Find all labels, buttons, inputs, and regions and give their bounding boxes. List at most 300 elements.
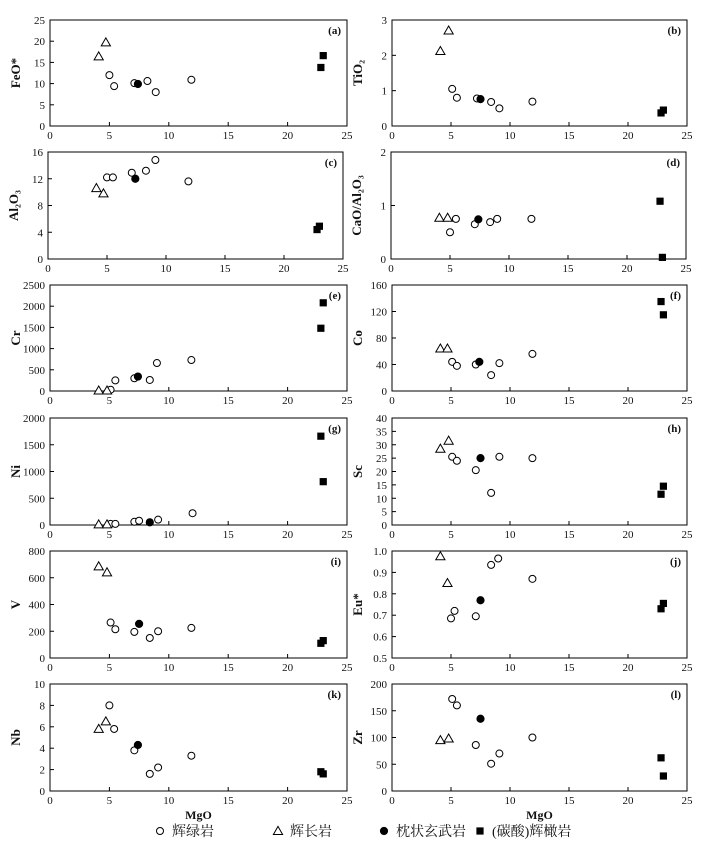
panel-b — [350, 15, 693, 142]
data-point — [472, 741, 479, 748]
x-tick-label: 20 — [622, 662, 634, 674]
y-tick-label: 10 — [34, 679, 45, 691]
x-tick-label: 25 — [341, 662, 353, 674]
data-point — [188, 76, 195, 83]
y-tick-label: 40 — [376, 359, 387, 372]
y-tick-label: 1000 — [23, 343, 45, 356]
data-point — [660, 600, 667, 607]
series-circle-open — [107, 619, 195, 641]
series-circle-open — [449, 85, 536, 111]
data-point — [660, 107, 667, 114]
x-tick-label: 10 — [163, 130, 175, 142]
series-triangle-open — [94, 38, 110, 60]
series-circle-filled — [476, 358, 483, 365]
series-circle-open — [449, 453, 536, 496]
data-point — [146, 634, 153, 641]
series-circle-open — [106, 702, 195, 777]
data-point — [657, 754, 664, 761]
x-tick-label: 5 — [448, 529, 454, 541]
x-axis-label: MgO — [526, 808, 553, 822]
data-point — [453, 702, 460, 709]
data-point — [453, 457, 460, 464]
data-point — [660, 483, 667, 490]
data-point — [443, 213, 452, 221]
panel-k — [8, 679, 353, 822]
data-point — [320, 770, 327, 777]
y-tick-label: 35 — [376, 426, 387, 439]
data-point — [477, 597, 484, 604]
x-tick-label: 5 — [448, 395, 454, 407]
panel-c — [6, 147, 349, 275]
y-tick-label: 0.8 — [373, 588, 387, 601]
x-tick-label: 25 — [681, 795, 693, 807]
data-point — [451, 607, 458, 614]
y-tick-label: 500 — [28, 493, 45, 506]
data-point — [496, 105, 503, 112]
data-point — [152, 89, 159, 96]
data-point — [488, 489, 495, 496]
data-point — [136, 517, 143, 524]
y-tick-label: 5 — [39, 99, 45, 112]
data-point — [488, 760, 495, 767]
x-tick-label: 15 — [563, 529, 575, 541]
series-circle-open — [449, 350, 536, 378]
y-axis-label: V — [8, 599, 23, 610]
panel-l — [350, 679, 693, 822]
data-point — [111, 83, 118, 90]
panel-j — [350, 546, 693, 674]
data-point — [92, 184, 101, 192]
series-circle-filled — [477, 715, 484, 722]
y-tick-label: 25 — [376, 453, 387, 466]
series-circle-filled — [477, 96, 484, 103]
x-tick-label: 20 — [282, 795, 294, 807]
data-point — [94, 562, 103, 570]
panel-label: (k) — [327, 689, 341, 701]
data-point — [146, 770, 153, 777]
y-tick-label: 400 — [28, 599, 45, 612]
y-tick-label: 4 — [37, 227, 43, 240]
y-tick-label: 1 — [381, 85, 387, 98]
x-tick-label: 20 — [282, 662, 294, 674]
data-point — [477, 455, 484, 462]
x-tick-label: 10 — [504, 130, 516, 142]
y-axis-label: Nb — [8, 729, 23, 746]
data-point — [134, 373, 141, 380]
x-tick-label: 15 — [222, 529, 234, 541]
y-tick-label: 8 — [39, 700, 45, 713]
y-tick-label: 0 — [380, 254, 386, 266]
data-point — [112, 626, 119, 633]
series-circle-filled — [475, 216, 482, 223]
data-point — [94, 386, 103, 394]
panel-label: (d) — [666, 157, 680, 169]
x-tick-label: 25 — [341, 130, 353, 142]
x-tick-label: 10 — [163, 529, 175, 541]
y-tick-label: 0 — [381, 386, 387, 398]
data-point — [660, 311, 667, 318]
x-tick-label: 10 — [504, 529, 516, 541]
x-tick-label: 10 — [503, 263, 515, 275]
series-square-filled — [657, 298, 667, 318]
y-tick-label: 25 — [34, 15, 45, 27]
y-tick-label: 0.9 — [373, 567, 387, 580]
series-square-filled — [317, 299, 327, 332]
y-tick-label: 0 — [381, 121, 387, 133]
data-point — [101, 38, 110, 46]
y-tick-label: 1500 — [23, 439, 45, 452]
y-axis-label: FeO* — [8, 57, 23, 89]
y-tick-label: 0 — [381, 786, 387, 798]
data-point — [316, 223, 323, 230]
x-tick-label: 25 — [680, 263, 692, 275]
series-circle-open — [106, 72, 195, 96]
x-tick-label: 15 — [562, 263, 574, 275]
plot-frame — [50, 551, 347, 658]
series-circle-open — [447, 215, 535, 235]
y-tick-label: 5 — [381, 506, 387, 519]
y-tick-label: 1.0 — [373, 546, 387, 558]
y-tick-label: 150 — [370, 705, 387, 718]
plot-frame — [392, 20, 687, 126]
data-point — [488, 372, 495, 379]
y-tick-label: 600 — [28, 572, 45, 585]
series-square-filled — [317, 768, 327, 777]
panel-i — [8, 546, 353, 674]
data-point — [529, 98, 536, 105]
x-tick-label: 15 — [222, 662, 234, 674]
series-square-filled — [657, 600, 667, 613]
y-tick-label: 0 — [39, 653, 45, 665]
data-point — [146, 376, 153, 383]
x-tick-label: 0 — [388, 263, 394, 275]
data-point — [528, 215, 535, 222]
plot-frame — [392, 684, 687, 791]
data-point — [317, 64, 324, 71]
data-point — [101, 717, 110, 725]
data-point — [529, 350, 536, 357]
data-point — [320, 52, 327, 59]
x-tick-label: 20 — [621, 263, 633, 275]
panel-f — [350, 280, 693, 407]
x-tick-label: 5 — [448, 795, 454, 807]
data-point — [94, 724, 103, 732]
data-point — [660, 772, 667, 779]
y-tick-label: 50 — [376, 759, 387, 772]
y-tick-label: 1000 — [23, 466, 45, 479]
y-axis-label: Co — [350, 330, 365, 346]
data-point — [107, 619, 114, 626]
y-tick-label: 800 — [28, 546, 45, 558]
data-point — [106, 702, 113, 709]
x-tick-label: 5 — [106, 529, 113, 541]
panel-label: (b) — [667, 25, 681, 37]
plot-frame — [392, 551, 687, 658]
series-triangle-open — [436, 436, 453, 452]
x-tick-label: 20 — [282, 395, 294, 407]
data-point — [477, 715, 484, 722]
y-tick-label: 3 — [381, 15, 387, 27]
x-tick-label: 0 — [47, 130, 53, 142]
legend-marker — [273, 826, 282, 834]
series-circle-filled — [134, 80, 141, 87]
y-tick-label: 12 — [32, 173, 43, 186]
x-tick-label: 0 — [47, 395, 53, 407]
y-tick-label: 1 — [380, 200, 386, 213]
y-tick-label: 2000 — [23, 413, 45, 425]
legend-marker — [380, 827, 387, 834]
legend-item — [157, 823, 215, 840]
legend-item — [476, 823, 571, 840]
data-point — [444, 734, 453, 742]
legend-label: 枕状玄武岩 — [396, 825, 466, 840]
data-point — [320, 637, 327, 644]
data-point — [155, 628, 162, 635]
series-square-filled — [317, 637, 327, 647]
series-circle-filled — [477, 455, 484, 462]
data-point — [188, 752, 195, 759]
series-square-filled — [317, 52, 327, 71]
series-circle-open — [449, 695, 536, 767]
y-tick-label: 10 — [34, 78, 45, 91]
data-point — [494, 215, 501, 222]
data-point — [449, 695, 456, 702]
y-tick-label: 2000 — [23, 301, 45, 314]
data-point — [453, 94, 460, 101]
data-point — [102, 568, 111, 576]
y-tick-label: 0.6 — [373, 631, 387, 644]
y-tick-label: 0 — [381, 520, 387, 532]
data-point — [436, 552, 445, 560]
y-tick-label: 0 — [39, 520, 45, 532]
x-tick-label: 10 — [163, 395, 175, 407]
series-circle-filled — [134, 373, 141, 380]
x-tick-label: 10 — [163, 662, 175, 674]
x-tick-label: 20 — [282, 529, 294, 541]
data-point — [136, 620, 143, 627]
data-point — [435, 213, 444, 221]
legend-marker — [157, 828, 164, 835]
data-point — [453, 362, 460, 369]
data-point — [112, 520, 119, 527]
y-axis-label: Al₂O₃ — [6, 190, 21, 221]
data-point — [495, 555, 502, 562]
y-tick-label: 120 — [370, 306, 387, 319]
data-point — [496, 453, 503, 460]
x-tick-label: 15 — [222, 395, 234, 407]
x-tick-label: 15 — [563, 395, 575, 407]
data-point — [94, 520, 103, 528]
series-triangle-open — [94, 717, 110, 733]
x-tick-label: 25 — [341, 529, 353, 541]
x-tick-label: 5 — [106, 130, 113, 142]
panel-a — [8, 15, 353, 142]
panel-label: (l) — [670, 689, 681, 701]
legend-label: (碳酸)辉橄岩 — [492, 825, 572, 840]
data-point — [452, 215, 459, 222]
x-tick-label: 20 — [282, 130, 294, 142]
data-point — [443, 579, 452, 587]
x-axis-label: MgO — [185, 808, 212, 822]
series-square-filled — [313, 223, 323, 234]
series-circle-filled — [136, 620, 143, 627]
data-point — [112, 377, 119, 384]
data-point — [487, 219, 494, 226]
data-point — [472, 467, 479, 474]
data-point — [132, 175, 139, 182]
data-point — [111, 725, 118, 732]
y-axis-label: Eu* — [350, 593, 365, 616]
legend-item — [273, 823, 332, 840]
x-tick-label: 15 — [219, 263, 231, 275]
legend-label: 辉绿岩 — [172, 825, 214, 840]
series-triangle-open — [436, 552, 452, 587]
legend-label: 辉长岩 — [290, 825, 332, 840]
y-tick-label: 2 — [39, 764, 45, 777]
x-tick-label: 0 — [389, 795, 395, 807]
plot-frame — [50, 20, 347, 126]
series-triangle-open — [436, 26, 453, 55]
x-tick-label: 0 — [389, 662, 395, 674]
y-tick-label: 100 — [370, 732, 387, 745]
x-tick-label: 0 — [45, 263, 51, 275]
x-tick-label: 0 — [389, 529, 395, 541]
legend-item — [380, 823, 466, 840]
data-point — [529, 455, 536, 462]
x-tick-label: 5 — [448, 662, 454, 674]
panel-label: (j) — [670, 556, 681, 568]
data-point — [189, 510, 196, 517]
x-tick-label: 25 — [681, 662, 693, 674]
plot-frame — [392, 285, 687, 391]
series-triangle-open — [436, 344, 452, 352]
y-axis-label: CaO/Al₂O₃ — [349, 175, 364, 236]
data-point — [444, 26, 453, 34]
x-tick-label: 15 — [563, 130, 575, 142]
y-tick-label: 2 — [380, 147, 386, 159]
x-tick-label: 25 — [681, 130, 693, 142]
plot-frame — [50, 285, 347, 391]
series-square-filled — [657, 483, 667, 498]
y-tick-label: 0 — [39, 386, 45, 398]
y-tick-label: 30 — [376, 439, 387, 452]
y-tick-label: 500 — [28, 364, 45, 377]
data-point — [155, 764, 162, 771]
data-point — [317, 433, 324, 440]
series-circle-filled — [146, 519, 153, 526]
series-triangle-open — [436, 734, 453, 744]
series-square-filled — [317, 433, 327, 486]
y-tick-label: 4 — [39, 743, 45, 756]
y-tick-label: 200 — [370, 679, 387, 691]
data-point — [185, 178, 192, 185]
plot-frame — [392, 418, 687, 525]
y-tick-label: 20 — [376, 466, 387, 479]
x-tick-label: 5 — [447, 263, 453, 275]
series-circle-filled — [132, 175, 139, 182]
x-tick-label: 20 — [622, 130, 634, 142]
y-tick-label: 6 — [39, 721, 45, 734]
panel-label: (c) — [324, 157, 337, 169]
x-tick-label: 25 — [337, 263, 349, 275]
y-tick-label: 15 — [376, 479, 387, 492]
data-point — [657, 491, 664, 498]
x-tick-label: 10 — [504, 795, 516, 807]
y-tick-label: 0 — [39, 786, 45, 798]
data-point — [656, 198, 663, 205]
data-point — [472, 613, 479, 620]
x-tick-label: 0 — [47, 662, 53, 674]
x-tick-label: 15 — [222, 130, 234, 142]
data-point — [144, 78, 151, 85]
y-tick-label: 2 — [381, 50, 387, 63]
data-point — [529, 734, 536, 741]
x-tick-label: 10 — [504, 395, 516, 407]
series-triangle-open — [92, 184, 108, 197]
y-tick-label: 160 — [370, 280, 387, 292]
data-point — [436, 46, 445, 54]
plot-frame — [48, 152, 343, 259]
x-tick-label: 5 — [106, 395, 113, 407]
data-point — [448, 615, 455, 622]
data-point — [142, 167, 149, 174]
data-point — [152, 157, 159, 164]
data-point — [443, 344, 452, 352]
panel-label: (h) — [667, 423, 681, 435]
data-point — [134, 741, 141, 748]
panel-label: (g) — [328, 423, 341, 435]
x-tick-label: 20 — [278, 263, 290, 275]
data-point — [320, 299, 327, 306]
series-circle-open — [448, 555, 536, 622]
y-axis-label: Zr — [350, 730, 365, 745]
data-point — [106, 72, 113, 79]
x-tick-label: 10 — [163, 795, 175, 807]
series-triangle-open — [435, 213, 452, 221]
y-axis-label: Sc — [350, 465, 365, 478]
y-axis-label: TiO₂ — [350, 59, 365, 87]
data-point — [657, 298, 664, 305]
y-tick-label: 0 — [39, 121, 45, 133]
x-tick-label: 15 — [563, 795, 575, 807]
x-tick-label: 20 — [622, 529, 634, 541]
series-triangle-open — [94, 562, 112, 576]
data-point — [109, 174, 116, 181]
y-axis-label: Ni — [8, 465, 23, 478]
y-tick-label: 80 — [376, 333, 387, 345]
x-tick-label: 10 — [160, 263, 172, 275]
x-tick-label: 5 — [448, 130, 454, 142]
y-tick-label: 15 — [34, 57, 45, 70]
y-tick-label: 0.5 — [373, 653, 387, 665]
x-tick-label: 25 — [341, 795, 353, 807]
data-point — [146, 519, 153, 526]
data-point — [488, 561, 495, 568]
series-circle-open — [104, 157, 192, 185]
series-circle-open — [107, 357, 195, 394]
data-point — [317, 325, 324, 332]
data-point — [444, 436, 453, 444]
panel-d — [349, 147, 692, 275]
data-point — [94, 52, 103, 60]
x-tick-label: 25 — [681, 395, 693, 407]
data-point — [436, 444, 445, 452]
x-tick-label: 25 — [341, 395, 353, 407]
x-tick-label: 0 — [47, 529, 53, 541]
data-point — [496, 750, 503, 757]
legend — [157, 823, 572, 840]
data-point — [476, 358, 483, 365]
